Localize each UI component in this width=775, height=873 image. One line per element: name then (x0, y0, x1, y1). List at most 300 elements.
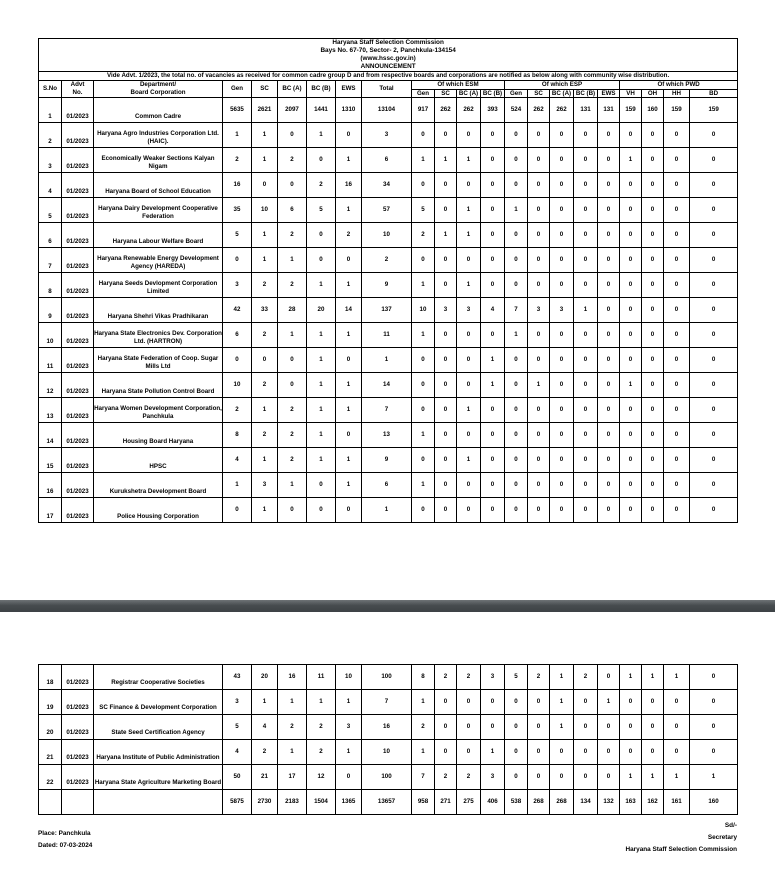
cell-sno: 8 (39, 273, 62, 298)
cell-esm-bcb: 0 (481, 198, 505, 223)
col-header-esp-bcb: BC (B) (574, 89, 598, 98)
cell-pwd-vh: 0 (620, 448, 642, 473)
cell-sno: 18 (39, 665, 62, 690)
table-row (39, 398, 738, 423)
cell-pwd-hh: 161 (664, 790, 690, 815)
table-row (39, 715, 738, 740)
cell-esm-gen: 7 (412, 765, 435, 790)
footer-sign: Sd/- (724, 822, 737, 829)
table-row (39, 498, 738, 523)
cell-sno: 7 (39, 248, 62, 273)
table-body-page1 (39, 98, 738, 523)
cell-pwd-oh: 0 (642, 323, 664, 348)
cell-pwd-oh: 0 (642, 448, 664, 473)
cell-bca: 1 (278, 690, 307, 715)
cell-esm-sc: 0 (435, 198, 457, 223)
cell-pwd-hh: 1 (664, 665, 690, 690)
cell-esp-ews: 132 (598, 790, 620, 815)
cell-esm-bca: 0 (457, 690, 481, 715)
cell-esp-gen: 0 (505, 448, 528, 473)
cell-total: 11 (362, 323, 412, 348)
cell-pwd-hh: 0 (664, 448, 690, 473)
col-header-sno: S.No (39, 80, 62, 98)
cell-bcb: 11 (307, 665, 336, 690)
cell-pwd-hh: 0 (664, 248, 690, 273)
cell-department: Haryana State Federation of Coop. Sugar Mills Ltd (94, 348, 223, 373)
cell-esp-sc: 0 (528, 715, 550, 740)
cell-esp-ews: 0 (598, 123, 620, 148)
table-row (39, 273, 738, 298)
cell-advt-no (62, 790, 94, 815)
cell-esm-bcb: 0 (481, 248, 505, 273)
cell-gen: 3 (223, 273, 252, 298)
col-header-bcb: BC (B) (307, 80, 336, 98)
cell-esm-bca: 275 (457, 790, 481, 815)
col-header-esp-ews: EWS (598, 89, 620, 98)
cell-department: Common Cadre (94, 98, 223, 123)
cell-total: 3 (362, 123, 412, 148)
cell-pwd-oh: 1 (642, 665, 664, 690)
cell-advt-no: 01/2023 (62, 740, 94, 765)
cell-sc: 0 (252, 173, 278, 198)
cell-advt-no: 01/2023 (62, 690, 94, 715)
cell-esp-bcb: 0 (574, 423, 598, 448)
cell-esm-bca: 1 (457, 448, 481, 473)
cell-bca: 1 (278, 323, 307, 348)
table-row (39, 373, 738, 398)
cell-pwd-oh: 0 (642, 248, 664, 273)
cell-esm-sc: 2 (435, 765, 457, 790)
cell-pwd-bd: 0 (690, 348, 738, 373)
cell-esp-bcb: 0 (574, 373, 598, 398)
table-row (39, 348, 738, 373)
cell-esp-bcb: 1 (574, 298, 598, 323)
cell-advt-no: 01/2023 (62, 473, 94, 498)
cell-ews: 16 (336, 173, 362, 198)
cell-pwd-bd: 0 (690, 223, 738, 248)
cell-pwd-oh: 0 (642, 690, 664, 715)
cell-esm-sc: 0 (435, 373, 457, 398)
announcement-table-page2 (38, 664, 737, 815)
cell-esm-sc: 0 (435, 740, 457, 765)
cell-ews: 0 (336, 423, 362, 448)
col-header-pwd-bd: BD (690, 89, 738, 98)
cell-esm-bca: 0 (457, 123, 481, 148)
cell-esm-gen: 1 (412, 273, 435, 298)
cell-department: Registrar Cooperative Societies (94, 665, 223, 690)
cell-sno: 13 (39, 398, 62, 423)
cell-sc: 2 (252, 373, 278, 398)
cell-esp-ews: 1 (598, 690, 620, 715)
cell-esp-bcb: 0 (574, 715, 598, 740)
cell-bca: 2 (278, 223, 307, 248)
org-name: Haryana Staff Selection Commission (332, 39, 444, 46)
cell-total: 13 (362, 423, 412, 448)
cell-esp-bca: 262 (550, 98, 574, 123)
cell-advt-no: 01/2023 (62, 398, 94, 423)
cell-esp-bca: 0 (550, 473, 574, 498)
cell-ews: 1 (336, 473, 362, 498)
dept-line-2: Board Corporation (130, 89, 186, 96)
cell-gen: 50 (223, 765, 252, 790)
cell-bcb: 1504 (307, 790, 336, 815)
cell-total: 57 (362, 198, 412, 223)
cell-bca: 0 (278, 123, 307, 148)
cell-esm-sc: 0 (435, 690, 457, 715)
notice-text: Vide Advt. 1/2023, the total no. of vacancies as received for common cadre group D and from respective boards and corporations are notified as below along with community wise distribution. (39, 72, 738, 81)
cell-pwd-vh: 159 (620, 98, 642, 123)
cell-gen: 5 (223, 223, 252, 248)
cell-advt-no: 01/2023 (62, 198, 94, 223)
cell-pwd-bd: 0 (690, 173, 738, 198)
cell-department: Haryana State Pollution Control Board (94, 373, 223, 398)
cell-pwd-oh: 0 (642, 348, 664, 373)
cell-pwd-bd: 0 (690, 423, 738, 448)
announcement-heading: ANNOUNCEMENT (360, 63, 416, 70)
advt-line-2: No. (72, 89, 83, 96)
cell-pwd-hh: 0 (664, 348, 690, 373)
cell-pwd-oh: 0 (642, 198, 664, 223)
header-row-top (39, 80, 738, 89)
cell-pwd-vh: 1 (620, 373, 642, 398)
cell-sc: 1 (252, 123, 278, 148)
cell-pwd-vh: 0 (620, 423, 642, 448)
cell-department: Haryana State Electronics Dev. Corporation Ltd. (HARTRON) (94, 323, 223, 348)
cell-ews: 1 (336, 273, 362, 298)
col-header-total: Total (362, 80, 412, 98)
footer-sign-org: Haryana Staff Selection Commission (625, 846, 737, 854)
cell-bcb: 1 (307, 273, 336, 298)
cell-esm-sc: 271 (435, 790, 457, 815)
cell-pwd-bd: 0 (690, 473, 738, 498)
cell-esm-sc: 3 (435, 298, 457, 323)
table-row (39, 690, 738, 715)
table-row (39, 98, 738, 123)
cell-gen: 5635 (223, 98, 252, 123)
cell-esp-ews: 0 (598, 423, 620, 448)
cell-esm-bcb: 0 (481, 690, 505, 715)
cell-pwd-hh: 0 (664, 473, 690, 498)
cell-pwd-oh: 160 (642, 98, 664, 123)
cell-esp-bcb: 0 (574, 123, 598, 148)
cell-esp-sc: 0 (528, 148, 550, 173)
table-row (39, 198, 738, 223)
cell-sno: 11 (39, 348, 62, 373)
cell-esm-sc: 0 (435, 473, 457, 498)
cell-esp-sc: 2 (528, 665, 550, 690)
cell-esp-bca: 0 (550, 765, 574, 790)
cell-ews: 2 (336, 223, 362, 248)
cell-esm-gen: 0 (412, 173, 435, 198)
footer-signature-block (625, 820, 737, 857)
cell-esm-sc: 1 (435, 223, 457, 248)
cell-sno: 17 (39, 498, 62, 523)
col-header-department (94, 80, 223, 98)
cell-department: Haryana Women Development Corporation, Panchkula (94, 398, 223, 423)
footer-place-block (38, 828, 92, 852)
cell-total: 6 (362, 473, 412, 498)
cell-department: Economically Weaker Sections Kalyan Nigam (94, 148, 223, 173)
cell-bca: 16 (278, 665, 307, 690)
cell-department (94, 790, 223, 815)
cell-esm-bcb: 0 (481, 123, 505, 148)
footer-place: Place: Panchkula (38, 830, 91, 837)
cell-esp-sc: 0 (528, 323, 550, 348)
notice-row (39, 72, 738, 81)
group-header-esm: Of which ESM (412, 80, 505, 89)
cell-total: 7 (362, 398, 412, 423)
cell-esp-sc: 268 (528, 790, 550, 815)
cell-esp-gen: 0 (505, 473, 528, 498)
cell-pwd-vh: 163 (620, 790, 642, 815)
cell-pwd-oh: 0 (642, 715, 664, 740)
cell-gen: 0 (223, 248, 252, 273)
cell-bca: 28 (278, 298, 307, 323)
page-break-separator (0, 600, 775, 612)
cell-esm-sc: 2 (435, 665, 457, 690)
cell-esp-bcb: 0 (574, 348, 598, 373)
cell-esp-ews: 0 (598, 148, 620, 173)
cell-esp-gen: 0 (505, 740, 528, 765)
cell-pwd-bd: 0 (690, 665, 738, 690)
cell-esm-gen: 0 (412, 348, 435, 373)
cell-esp-bca: 0 (550, 398, 574, 423)
cell-sc: 2 (252, 323, 278, 348)
cell-total: 16 (362, 715, 412, 740)
cell-sno: 22 (39, 765, 62, 790)
cell-esm-bcb: 1 (481, 348, 505, 373)
cell-bcb: 5 (307, 198, 336, 223)
cell-ews: 1 (336, 373, 362, 398)
cell-pwd-oh: 0 (642, 423, 664, 448)
cell-ews: 1 (336, 148, 362, 173)
cell-esm-bcb: 0 (481, 223, 505, 248)
cell-pwd-vh: 0 (620, 123, 642, 148)
cell-pwd-vh: 0 (620, 323, 642, 348)
cell-bca: 2 (278, 398, 307, 423)
cell-pwd-oh: 0 (642, 223, 664, 248)
cell-sno: 6 (39, 223, 62, 248)
cell-sc: 3 (252, 473, 278, 498)
cell-esp-gen: 0 (505, 148, 528, 173)
cell-bca: 0 (278, 348, 307, 373)
cell-esm-bca: 2 (457, 665, 481, 690)
cell-sno: 12 (39, 373, 62, 398)
cell-esp-ews: 0 (598, 173, 620, 198)
cell-pwd-vh: 1 (620, 765, 642, 790)
table-row (39, 448, 738, 473)
cell-ews: 0 (336, 765, 362, 790)
cell-bca: 1 (278, 248, 307, 273)
cell-esp-bcb: 0 (574, 273, 598, 298)
cell-esp-bcb: 2 (574, 665, 598, 690)
cell-sc: 20 (252, 665, 278, 690)
cell-gen: 35 (223, 198, 252, 223)
cell-ews: 1365 (336, 790, 362, 815)
cell-esp-ews: 0 (598, 398, 620, 423)
cell-esm-gen: 1 (412, 148, 435, 173)
cell-pwd-hh: 0 (664, 123, 690, 148)
cell-esp-bcb: 0 (574, 740, 598, 765)
cell-esm-sc: 0 (435, 498, 457, 523)
cell-esp-bcb: 0 (574, 248, 598, 273)
cell-esp-ews: 0 (598, 498, 620, 523)
cell-ews: 1 (336, 198, 362, 223)
cell-gen: 42 (223, 298, 252, 323)
cell-esm-sc: 262 (435, 98, 457, 123)
cell-sc: 4 (252, 715, 278, 740)
cell-advt-no: 01/2023 (62, 173, 94, 198)
cell-esp-gen: 1 (505, 198, 528, 223)
cell-esp-ews: 0 (598, 348, 620, 373)
cell-bca: 0 (278, 373, 307, 398)
cell-bcb: 2 (307, 173, 336, 198)
cell-esm-sc: 0 (435, 248, 457, 273)
cell-esm-bca: 1 (457, 198, 481, 223)
cell-total: 10 (362, 223, 412, 248)
cell-advt-no: 01/2023 (62, 273, 94, 298)
cell-gen: 43 (223, 665, 252, 690)
cell-esp-bca: 0 (550, 498, 574, 523)
cell-esm-bca: 262 (457, 98, 481, 123)
cell-sc: 10 (252, 198, 278, 223)
cell-sc: 1 (252, 248, 278, 273)
cell-esm-bcb: 393 (481, 98, 505, 123)
cell-department: HPSC (94, 448, 223, 473)
cell-pwd-bd: 0 (690, 323, 738, 348)
cell-esm-sc: 0 (435, 423, 457, 448)
cell-esp-ews: 0 (598, 473, 620, 498)
cell-esp-sc: 0 (528, 248, 550, 273)
cell-esm-bca: 1 (457, 398, 481, 423)
cell-esm-bca: 0 (457, 173, 481, 198)
cell-esp-sc: 0 (528, 448, 550, 473)
cell-pwd-hh: 0 (664, 740, 690, 765)
cell-pwd-vh: 1 (620, 665, 642, 690)
cell-pwd-vh: 0 (620, 223, 642, 248)
cell-esp-sc: 0 (528, 173, 550, 198)
cell-total: 9 (362, 448, 412, 473)
cell-ews: 1 (336, 448, 362, 473)
cell-pwd-bd: 0 (690, 198, 738, 223)
cell-esp-bca: 0 (550, 273, 574, 298)
cell-gen: 6 (223, 323, 252, 348)
cell-esp-bcb: 0 (574, 173, 598, 198)
col-header-esm-sc: SC (435, 89, 457, 98)
cell-gen: 5875 (223, 790, 252, 815)
cell-esm-bcb: 3 (481, 765, 505, 790)
cell-sno (39, 790, 62, 815)
cell-esm-bca: 1 (457, 223, 481, 248)
cell-sc: 1 (252, 690, 278, 715)
cell-bcb: 12 (307, 765, 336, 790)
cell-esp-bcb: 0 (574, 323, 598, 348)
cell-sc: 2 (252, 423, 278, 448)
cell-esp-sc: 0 (528, 498, 550, 523)
cell-sc: 2621 (252, 98, 278, 123)
cell-pwd-bd: 0 (690, 148, 738, 173)
cell-bcb: 0 (307, 223, 336, 248)
cell-esp-gen: 0 (505, 423, 528, 448)
cell-ews: 0 (336, 498, 362, 523)
cell-esm-gen: 10 (412, 298, 435, 323)
grand-total-row (39, 790, 738, 815)
cell-esm-bca: 0 (457, 348, 481, 373)
cell-bcb: 1 (307, 690, 336, 715)
cell-gen: 3 (223, 690, 252, 715)
cell-esp-bca: 0 (550, 740, 574, 765)
cell-pwd-bd: 0 (690, 248, 738, 273)
cell-ews: 0 (336, 123, 362, 148)
cell-bca: 0 (278, 498, 307, 523)
cell-esp-ews: 0 (598, 715, 620, 740)
cell-total: 1 (362, 348, 412, 373)
cell-pwd-vh: 0 (620, 173, 642, 198)
cell-ews: 10 (336, 665, 362, 690)
cell-esp-bca: 1 (550, 715, 574, 740)
cell-esm-bcb: 0 (481, 715, 505, 740)
cell-gen: 8 (223, 423, 252, 448)
cell-esm-bca: 0 (457, 715, 481, 740)
footer-designation: Secretary (707, 834, 737, 842)
cell-bcb: 1 (307, 448, 336, 473)
cell-esm-bcb: 3 (481, 665, 505, 690)
cell-esm-bca: 2 (457, 765, 481, 790)
cell-esp-sc: 1 (528, 373, 550, 398)
cell-gen: 4 (223, 448, 252, 473)
cell-pwd-hh: 0 (664, 148, 690, 173)
cell-advt-no: 01/2023 (62, 298, 94, 323)
cell-bcb: 1 (307, 398, 336, 423)
cell-esm-gen: 1 (412, 323, 435, 348)
cell-pwd-vh: 0 (620, 348, 642, 373)
cell-department: Kurukshetra Development Board (94, 473, 223, 498)
cell-esm-bca: 1 (457, 273, 481, 298)
cell-advt-no: 01/2023 (62, 765, 94, 790)
col-header-esp-gen: Gen (505, 89, 528, 98)
cell-department: Haryana Labour Welfare Board (94, 223, 223, 248)
cell-pwd-vh: 0 (620, 298, 642, 323)
cell-esp-bcb: 0 (574, 690, 598, 715)
cell-esm-bca: 0 (457, 373, 481, 398)
cell-esp-ews: 0 (598, 223, 620, 248)
cell-esm-bca: 0 (457, 498, 481, 523)
cell-esm-bcb: 0 (481, 473, 505, 498)
cell-sc: 0 (252, 348, 278, 373)
cell-esm-bcb: 0 (481, 273, 505, 298)
cell-total: 6 (362, 148, 412, 173)
cell-pwd-vh: 0 (620, 273, 642, 298)
cell-total: 100 (362, 765, 412, 790)
cell-gen: 0 (223, 498, 252, 523)
cell-advt-no: 01/2023 (62, 665, 94, 690)
table-row (39, 740, 738, 765)
cell-pwd-hh: 0 (664, 223, 690, 248)
cell-pwd-oh: 0 (642, 173, 664, 198)
cell-esp-gen: 0 (505, 398, 528, 423)
cell-esp-bca: 268 (550, 790, 574, 815)
cell-esm-sc: 0 (435, 123, 457, 148)
cell-pwd-vh: 0 (620, 398, 642, 423)
cell-esm-sc: 0 (435, 348, 457, 373)
cell-esp-bcb: 0 (574, 498, 598, 523)
cell-esp-gen: 0 (505, 715, 528, 740)
cell-esm-gen: 0 (412, 398, 435, 423)
cell-department: Haryana Board of School Education (94, 173, 223, 198)
cell-pwd-bd: 0 (690, 373, 738, 398)
cell-advt-no: 01/2023 (62, 498, 94, 523)
masthead-cell (39, 39, 738, 72)
